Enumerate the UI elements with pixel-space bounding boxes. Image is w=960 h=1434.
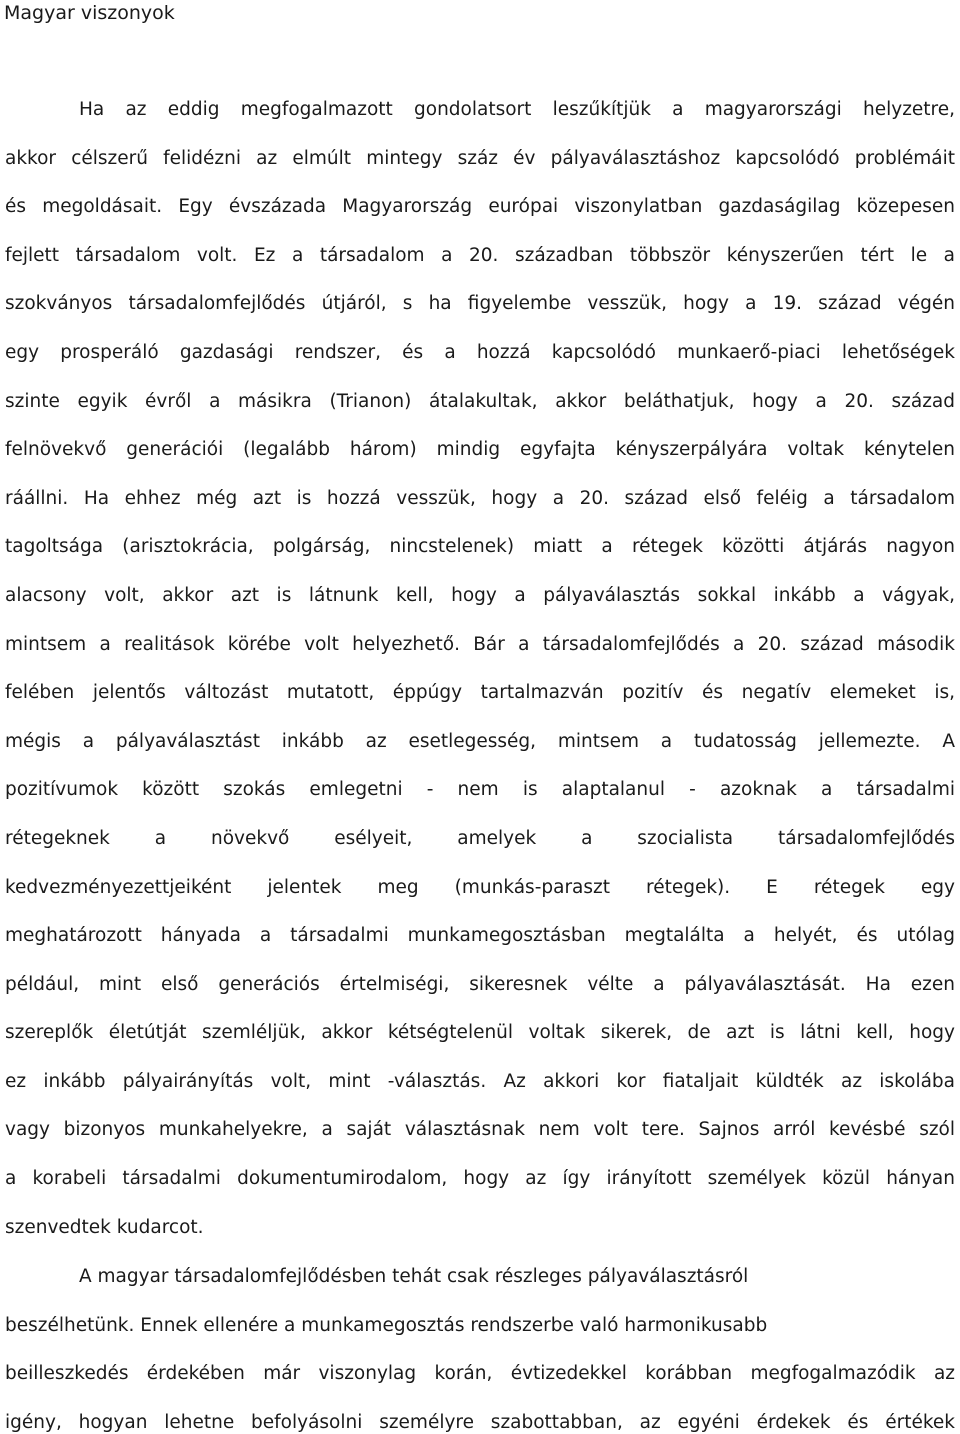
page-title: Magyar viszonyok — [4, 2, 175, 24]
text-line: alacsony volt, akkor azt is látnunk kell, hogy a pályaválasztás sokkal inkább a vágyak, — [5, 584, 955, 606]
text-line: Ha az eddig megfogalmazott gondolatsort leszűkítjük a magyarországi helyzetre, — [79, 99, 955, 120]
paragraph — [5, 98, 955, 1264]
text-line: kedvezményezettjeiként jelentek meg (munkás-paraszt rétegek). E rétegek egy — [5, 876, 955, 898]
text-line: szereplők életútját szemléljük, akkor kétségtelenül voltak sikerek, de azt is látni kell, hogy — [5, 1022, 955, 1044]
text-line: pozitívumok között szokás emlegetni - nem is alaptalanul - azoknak a társadalmi — [5, 779, 955, 801]
text-line: például, mint első generációs értelmiségi, sikeresnek vélte a pályaválasztását. Ha ezen — [5, 973, 955, 995]
text-line: szokványos társadalomfejlődés útjáról, s ha figyelembe vesszük, hogy a 19. század végén — [5, 293, 955, 315]
text-line: igény, hogyan lehetne befolyásolni személyre szabottabban, az egyéni érdekek és értékek — [5, 1411, 955, 1433]
text-line: ez inkább pályairányítás volt, mint -választás. Az akkori kor fiataljait küldték az iskolába — [5, 1070, 955, 1092]
paragraph — [5, 1265, 955, 1434]
text-line: és megoldásait. Egy évszázada Magyarország európai viszonylatban gazdaságilag közepesen — [5, 196, 955, 218]
text-line: fejlett társadalom volt. Ez a társadalom a 20. században többször kényszerűen tért le a — [5, 244, 955, 266]
text-line: tagoltsága (arisztokrácia, polgárság, nincstelenek) miatt a rétegek közötti átjárás nagyon — [5, 536, 955, 558]
text-line: felében jelentős változást mutatott, éppúgy tartalmazván pozitív és negatív elemeket is, — [5, 682, 955, 704]
text-line: szenvedtek kudarcot. — [5, 1216, 204, 1238]
text-line: egy prosperáló gazdasági rendszer, és a hozzá kapcsolódó munkaerő-piaci lehetőségek — [5, 341, 955, 363]
text-line: beszélhetünk. Ennek ellenére a munkamegosztás rendszerbe való harmonikusabb — [5, 1314, 768, 1336]
text-line: a korabeli társadalmi dokumentumirodalom, hogy az így irányított személyek közül hányan — [5, 1168, 955, 1190]
text-line: akkor célszerű felidézni az elmúlt mintegy száz év pályaválasztáshoz kapcsolódó problémáit — [5, 147, 955, 169]
text-line: szinte egyik évről a másikra (Trianon) átalakultak, akkor beláthatjuk, hogy a 20. század — [5, 390, 955, 412]
text-line: rétegeknek a növekvő esélyeit, amelyek a szocialista társadalomfejlődés — [5, 827, 955, 849]
text-line: mégis a pályaválasztást inkább az esetlegesség, mintsem a tudatosság jellemezte. A — [5, 730, 955, 752]
text-line: beilleszkedés érdekében már viszonylag korán, évtizedekkel korábban megfogalmazódik az — [5, 1363, 955, 1385]
text-line: A magyar társadalomfejlődésben tehát csak részleges pályaválasztásról — [79, 1266, 749, 1287]
text-line: mintsem a realitások körébe volt helyezhető. Bár a társadalomfejlődés a 20. század második — [5, 633, 955, 655]
text-line: felnövekvő generációi (legalább három) mindig egyfajta kényszerpályára voltak kénytelen — [5, 439, 955, 461]
text-line: ráállni. Ha ehhez még azt is hozzá vesszük, hogy a 20. század első feléig a társadalom — [5, 487, 955, 509]
text-line: vagy bizonyos munkahelyekre, a saját választásnak nem volt tere. Sajnos arról kevésbé szól — [5, 1119, 955, 1141]
text-line: meghatározott hányada a társadalmi munkamegosztásban megtalálta a helyét, és utólag — [5, 925, 955, 947]
